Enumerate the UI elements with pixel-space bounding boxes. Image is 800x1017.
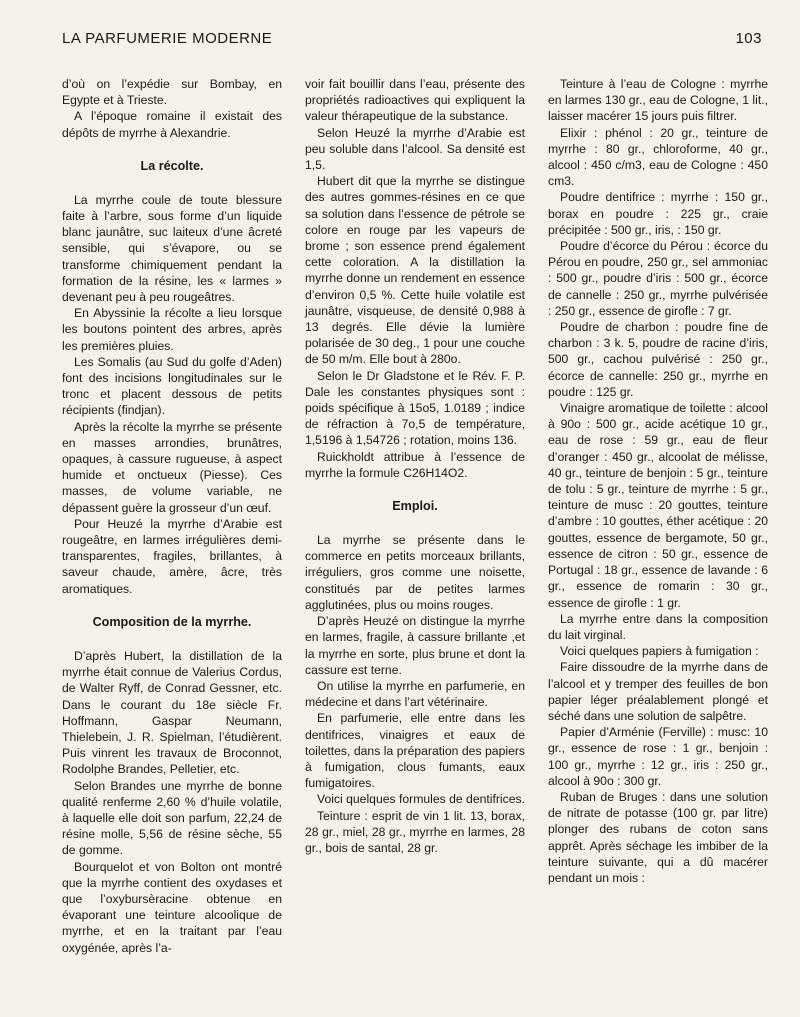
paragraph: Les Somalis (au Sud du golfe d’Aden) font des incisions longitudinales sur le tronc et placent dessous de petits récipients (findjan). — [62, 354, 282, 418]
paragraph: D’après Heuzé on distingue la myrrhe en larmes, fragile, à cassure brillante ,et la myrrhe en sorte, plus brune et dont la cassure est terne. — [305, 614, 525, 677]
running-title: LA PARFUMERIE MODERNE — [62, 30, 273, 47]
paragraph: Voici quelques formules de dentifrices. — [317, 792, 525, 807]
paragraph: Poudre de charbon : poudre fine de charbon : 3 k. 5, poudre de racine d’iris, 500 gr., cachou pulvérisé : 250 gr., écorce de cannelle: 250 gr., myrrhe en poudre : 125 gr. — [548, 320, 768, 399]
paragraph: Selon Heuzé la myrrhe d’Arabie est peu soluble dans l’alcool. Sa densité est 1,5. — [305, 125, 525, 173]
paragraph: Ruickholdt attribue à l’essence de myrrhe la formule C26H14O2. — [305, 449, 525, 480]
paragraph: En Abyssinie la récolte a lieu lorsque les boutons pointent des arbres, après les premières pluies. — [62, 306, 282, 353]
paragraph: Selon Brandes une myrrhe de bonne qualité renferme 2,60 % d’huile volatile, à laquelle elle doit son parfum, 22,24 de résine molle, 5,56 de résine sèche, 55 de gomme. — [62, 778, 282, 858]
column-2 — [305, 76, 525, 1006]
section-heading-recolte: La récolte. — [140, 158, 204, 173]
running-header — [62, 30, 762, 47]
paragraph: voir fait bouillir dans l’eau, présente des propriétés radioactives qui expliquent la valeur thérapeutique de la substance. — [305, 77, 525, 124]
text-columns — [62, 76, 768, 1006]
paragraph: En parfumerie, elle entre dans les dentifrices, vinaigres et eaux de toilettes, dans la préparation des papiers à fumigation, clous fumants, eaux fumigatoires. — [305, 711, 525, 791]
paragraph: Selon le Dr Gladstone et le Rév. F. P. Dale les constantes physiques sont : poids spécifique à 15o5, 1.0189 ; indice de réfraction à 7o,5 de température, 1,5196 à 1,54726 ; rotation, moins 136. — [305, 368, 525, 448]
paragraph: Après la récolte la myrrhe se présente en masses arrondies, brunâtres, opaques, à cassure rugueuse, à aspect humide et onctueux (Piesse). Ces masses, de volume variable, ne dépassent guère la grosseur d’un œuf. — [62, 419, 282, 515]
paragraph: Hubert dit que la myrrhe se distingue des autres gommes-résines en ce que sa solution dans l’essence de pétrole se colore en rouge par les vapeurs de brome ; son essence prend également cette coloration. A la distillation la myrrhe donne un rendement en essence d’environ 0,5 %. Cette huile volatile est jaunâtre, visqueuse, de densité 0,988 à 13 degrés. Elle dévie la lumière polarisée de 30 deg., 1 pour une couche de 50 m/m. Elle bout à 280o. — [305, 174, 525, 367]
paragraph: Poudre dentifrice : myrrhe : 150 gr., borax en poudre : 225 gr., craie précipitée : 500 gr., iris, : 150 gr. — [548, 190, 768, 237]
paragraph: La myrrhe entre dans la composition du lait virginal. — [548, 611, 768, 642]
paragraph: La myrrhe coule de toute blessure faite à l’arbre, sous forme d’un liquide blanc jaunâtre, suc laiteux d’une âcreté sensible, qui s’évapore, ou se transforme chimiquement pendant la formation de la résine, les « larmes » devenant peu à peu rougeâtres. — [62, 192, 282, 305]
paragraph: La myrrhe se présente dans le commerce en petits morceaux brillants, irréguliers, gros comme une noisette, constitués par de petites larmes agglutinées, plus ou moins rouges. — [305, 533, 525, 612]
column-3 — [548, 76, 768, 1006]
paragraph: Vinaigre aromatique de toilette : alcool à 90o : 500 gr., acide acétique 10 gr., eau de rose : 59 gr., eau de fleur d’oranger : 450 gr., alcoolat de mélisse, 40 gr., teinture de benjoin : 5 gr., teinture de tolu : 5 gr., teinture de myrrhe : 5 gr., teinture de musc : 20 gouttes, teinture d’ambre : 10 gouttes, éther acétique : 20 gouttes, essence de bergamote, 50 gr., essence de citron : 50 gr., essence de Portugal : 18 gr., essence de lavande : 6 gr., essence de romarin : 30 gr., essence de girofle : 1 gr. — [548, 401, 768, 610]
paragraph: Papier d’Arménie (Ferville) : musc: 10 gr., essence de rose : 1 gr., benjoin : 100 gr., myrrhe : 12 gr., iris : 250 gr., alcool à 90o : 300 gr. — [548, 725, 768, 788]
paragraph: D’après Hubert, la distillation de la myrrhe était connue de Valerius Cordus, de Walter Ryff, de Conrad Gessner, etc. Dans le courant du 18e siècle Fr. Hoffmann, Gaspar Neumann, Thielebein, J. R. Spielman, l’étudièrent. Puis vinrent les travaux de Broconnot, Rodolphe Brandes, Pelletier, etc. — [62, 648, 282, 777]
paragraph: Poudre d’écorce du Pérou : écorce du Pérou en poudre, 250 gr., sel ammoniac : 500 gr., poudre d’iris : 500 gr., écorce de cannelle : 250 gr., myrrhe pulvérisée : 250 gr., essence de girofle : 7 gr. — [548, 239, 768, 318]
paragraph: Teinture : esprit de vin 1 lit. 13, borax, 28 gr., miel, 28 gr., myrrhe en larmes, 28 gr., bois de santal, 28 gr. — [305, 808, 525, 855]
paragraph: A l’époque romaine il existait des dépôts de myrrhe à Alexandrie. — [62, 109, 282, 140]
paragraph: Teinture à l’eau de Cologne : myrrhe en larmes 130 gr., eau de Cologne, 1 lit., laisser macérer 15 jours puis filtrer. — [548, 77, 768, 124]
column-1 — [62, 76, 282, 1006]
section-heading-composition: Composition de la myrrhe. — [92, 614, 252, 629]
paragraph: Voici quelques papiers à fumigation : — [560, 644, 759, 659]
paragraph: Ruban de Bruges : dans une solution de nitrate de potasse (100 gr. par litre) plonger des rubans de coton sans apprêt. Après séchage les imbiber de la teinture suivante, qui a dû macérer pendant un mois : — [548, 789, 768, 885]
section-heading-emploi: Emploi. — [392, 499, 438, 514]
paragraph: Pour Heuzé la myrrhe d’Arabie est rougeâtre, en larmes irrégulières demi-transparentes, fragiles, brillantes, à saveur chaude, amère, âcre, très aromatiques. — [62, 516, 282, 596]
paragraph: Faire dissoudre de la myrrhe dans de l’alcool et y tremper des feuilles de bon papier léger préalablement plongé et séché dans une solution de salpêtre. — [548, 660, 768, 723]
paragraph: Bourquelot et von Bolton ont montré que la myrrhe contient des oxydases et que l’oxybursèracine obtenue en évaporant une teinture alcoolique de myrrhe, et en la traitant par l’eau oxygénée, après l’a- — [62, 859, 282, 955]
paragraph: d’où on l’expédie sur Bombay, en Egypte et à Trieste. — [62, 77, 282, 108]
paragraph: Elixir : phénol : 20 gr., teinture de myrrhe : 80 gr., chloroforme, 40 gr., alcool : 450 c/m3, eau de Cologne : 450 cm3. — [548, 125, 768, 189]
page-number: 103 — [735, 30, 762, 47]
paragraph: On utilise la myrrhe en parfumerie, en médecine et dans l’art vétérinaire. — [305, 678, 525, 710]
